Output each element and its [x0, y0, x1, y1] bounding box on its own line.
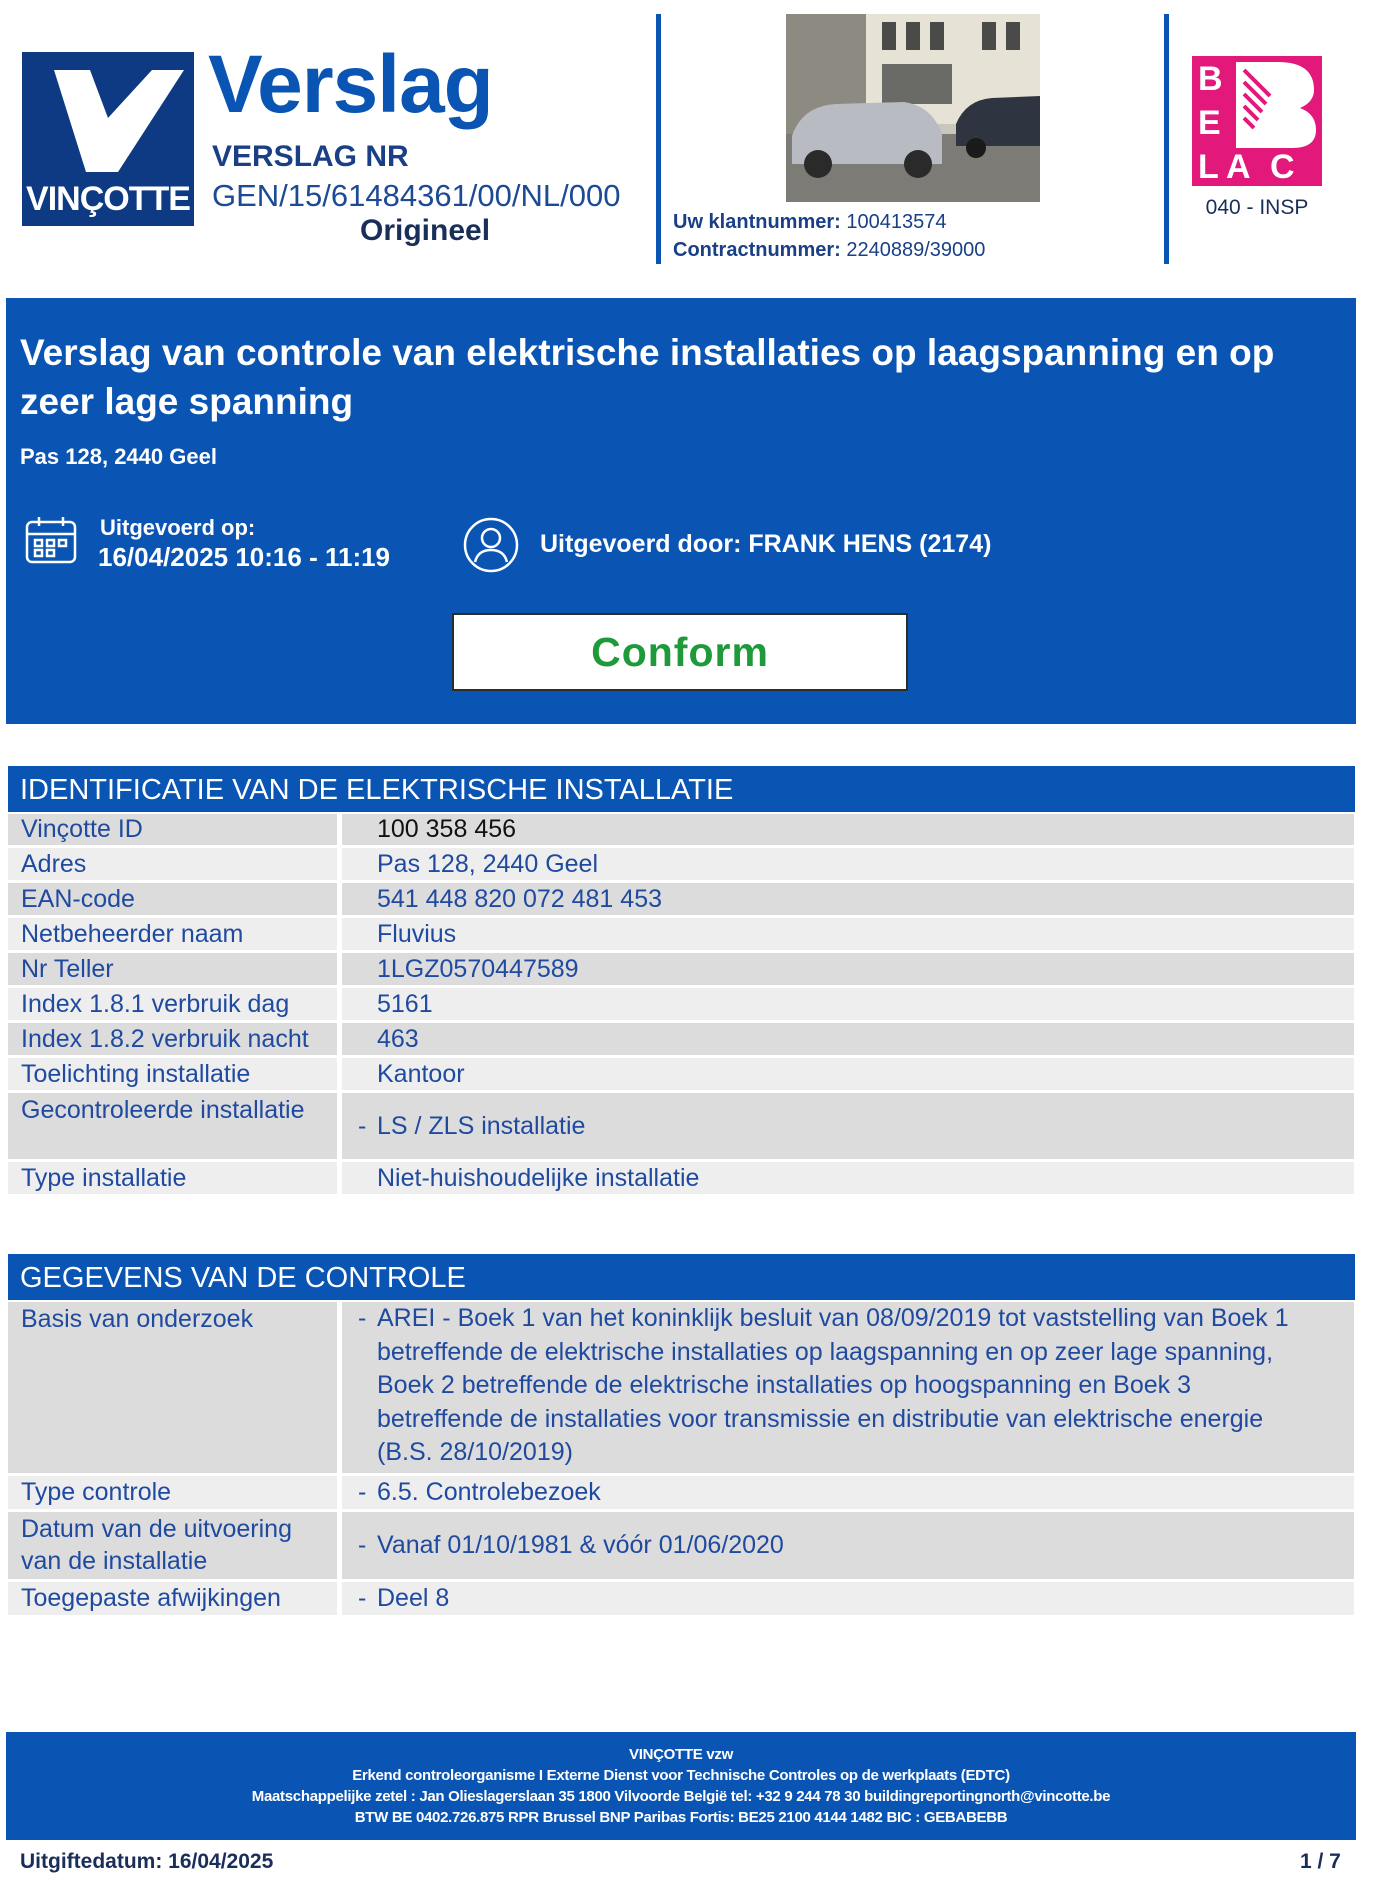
- result-badge: Conform: [452, 613, 908, 691]
- header-divider: [656, 14, 661, 264]
- table-row: [8, 883, 1354, 918]
- row-value-text: 6.5. Controlebezoek: [377, 1478, 601, 1506]
- row-value: Pas 128, 2440 Geel: [342, 848, 1354, 880]
- customer-number-label: Uw klantnummer:: [673, 211, 841, 233]
- footer: [6, 1732, 1356, 1840]
- table-row: [8, 953, 1354, 988]
- issue-date: Uitgiftedatum: 16/04/2025: [20, 1850, 274, 1873]
- identification-table: [8, 814, 1354, 1197]
- contract-number-value: 2240889/39000: [846, 239, 986, 261]
- row-value-text: LS / ZLS installatie: [377, 1112, 586, 1140]
- table-row: [8, 1512, 1354, 1582]
- table-row: [8, 988, 1354, 1023]
- row-value: - AREI - Boek 1 van het koninklijk besluit van 08/09/2019 tot vaststelling van Boek 1 betreffende de elektrische installaties op laagspanning en op zeer lage spanning, Boek 2 betreffende de elektrische installaties op hoogspanning en Boek 3 betreffende de installaties voor transmissie en distributie van elektrische energie (B.S. 28/10/2019): [342, 1302, 1354, 1473]
- customer-number-value: 100413574: [846, 211, 947, 233]
- page-number: 1 / 7: [1300, 1850, 1341, 1873]
- original-label: Origineel: [360, 214, 491, 247]
- report-number: GEN/15/61484361/00/NL/000: [212, 178, 621, 213]
- row-label: Basis van onderzoek: [8, 1302, 342, 1473]
- row-value: Fluvius: [342, 918, 1354, 950]
- row-label: Datum van de uitvoering van de installatie: [8, 1512, 342, 1579]
- row-label: Index 1.8.2 verbruik nacht: [8, 1023, 342, 1055]
- footer-line-2: Maatschappelijke zetel : Jan Olieslagerslaan 35 1800 Vilvoorde België tel: +32 9 244 78 30 buildingreportingnorth@vincotte.be: [251, 1788, 1111, 1805]
- executed-on-date: 16/04/2025 10:16 - 11:19: [98, 542, 391, 572]
- logo-wordmark: VINÇOTTE: [26, 180, 190, 218]
- executed-on-label: Uitgevoerd op:: [100, 515, 256, 540]
- calendar-icon: [24, 514, 78, 571]
- row-value: Kantoor: [342, 1058, 1354, 1090]
- table-row: [8, 1582, 1354, 1618]
- row-value: 1LGZ0570447589: [342, 953, 1354, 985]
- row-label: Nr Teller: [8, 953, 342, 985]
- row-label: Toelichting installatie: [8, 1058, 342, 1090]
- svg-text:A: A: [1226, 148, 1251, 186]
- contract-number-label: Contractnummer:: [673, 239, 841, 261]
- row-label: Type installatie: [8, 1162, 342, 1194]
- footer-line-3: BTW BE 0402.726.875 RPR Brussel BNP Paribas Fortis: BE25 2100 4144 1482 BIC : GEBABEBB: [354, 1809, 1008, 1826]
- summary-address: Pas 128, 2440 Geel: [20, 444, 217, 469]
- report-title: Verslag: [208, 39, 493, 130]
- table-row: [8, 918, 1354, 953]
- control-table: [8, 1302, 1354, 1618]
- row-value-text: Vanaf 01/10/1981 & vóór 01/06/2020: [377, 1531, 784, 1559]
- building-photo: [786, 14, 1040, 202]
- row-value: 463: [342, 1023, 1354, 1055]
- belac-code: 040 - INSP: [1205, 196, 1309, 219]
- row-value: Niet-huishoudelijke installatie: [342, 1162, 1354, 1194]
- table-row: [8, 1058, 1354, 1093]
- row-value: - Deel 8: [342, 1582, 1354, 1615]
- belac-logo: [1192, 56, 1322, 186]
- contract-number: [673, 239, 985, 262]
- row-value: - LS / ZLS installatie: [342, 1093, 1354, 1159]
- row-label: Netbeheerder naam: [8, 918, 342, 950]
- row-label: Vinçotte ID: [8, 814, 342, 845]
- svg-text:L: L: [1198, 148, 1219, 186]
- identification-heading: IDENTIFICATIE VAN DE ELEKTRISCHE INSTALLATIE: [8, 766, 1355, 812]
- control-heading: GEGEVENS VAN DE CONTROLE: [8, 1254, 1355, 1300]
- executed-by: Uitgevoerd door: FRANK HENS (2174): [540, 530, 992, 558]
- table-row: [8, 1162, 1354, 1197]
- table-row: [8, 1023, 1354, 1058]
- table-row: [8, 1476, 1354, 1512]
- row-value-text: AREI - Boek 1 van het koninklijk besluit van 08/09/2019 tot vaststelling van Boek 1 betreffende de elektrische installaties op laagspanning en op zeer lage spanning, Boek 2 betreffende de elektrische installaties op hoogspanning en Boek 3 betreffende de installaties voor transmissie en distributie van elektrische energie (B.S. 28/10/2019): [377, 1304, 1289, 1466]
- row-label: Type controle: [8, 1476, 342, 1509]
- row-label: EAN-code: [8, 883, 342, 915]
- table-row: [8, 1302, 1354, 1476]
- table-row: [8, 848, 1354, 883]
- table-row: [8, 1093, 1354, 1162]
- report-number-label: VERSLAG NR: [212, 140, 409, 173]
- row-label: Index 1.8.1 verbruik dag: [8, 988, 342, 1020]
- row-value-text: Deel 8: [377, 1584, 450, 1612]
- footer-org: VINÇOTTE vzw: [629, 1746, 733, 1763]
- row-label: Toegepaste afwijkingen: [8, 1582, 342, 1615]
- row-label: Adres: [8, 848, 342, 880]
- svg-text:C: C: [1270, 148, 1295, 186]
- summary-title: Verslag van controle van elektrische installaties op laagspanning en op zeer lage spanning: [20, 332, 1275, 422]
- row-value: 5161: [342, 988, 1354, 1020]
- row-label: Gecontroleerde installatie: [8, 1093, 342, 1159]
- row-value: - 6.5. Controlebezoek: [342, 1476, 1354, 1509]
- checkmark-icon: [22, 52, 194, 176]
- row-value: - Vanaf 01/10/1981 & vóór 01/06/2020: [342, 1512, 1354, 1579]
- footer-line-1: Erkend controleorganisme I Externe Dienst voor Technische Controles op de werkplaats (EDTC): [352, 1767, 1010, 1784]
- table-row: [8, 814, 1354, 848]
- customer-number: [673, 211, 946, 234]
- row-value: 100 358 456: [342, 814, 1354, 845]
- svg-text:B: B: [1198, 60, 1223, 98]
- header-divider-right: [1164, 14, 1169, 264]
- row-value: 541 448 820 072 481 453: [342, 883, 1354, 915]
- svg-text:E: E: [1198, 104, 1221, 142]
- user-icon: [462, 516, 520, 579]
